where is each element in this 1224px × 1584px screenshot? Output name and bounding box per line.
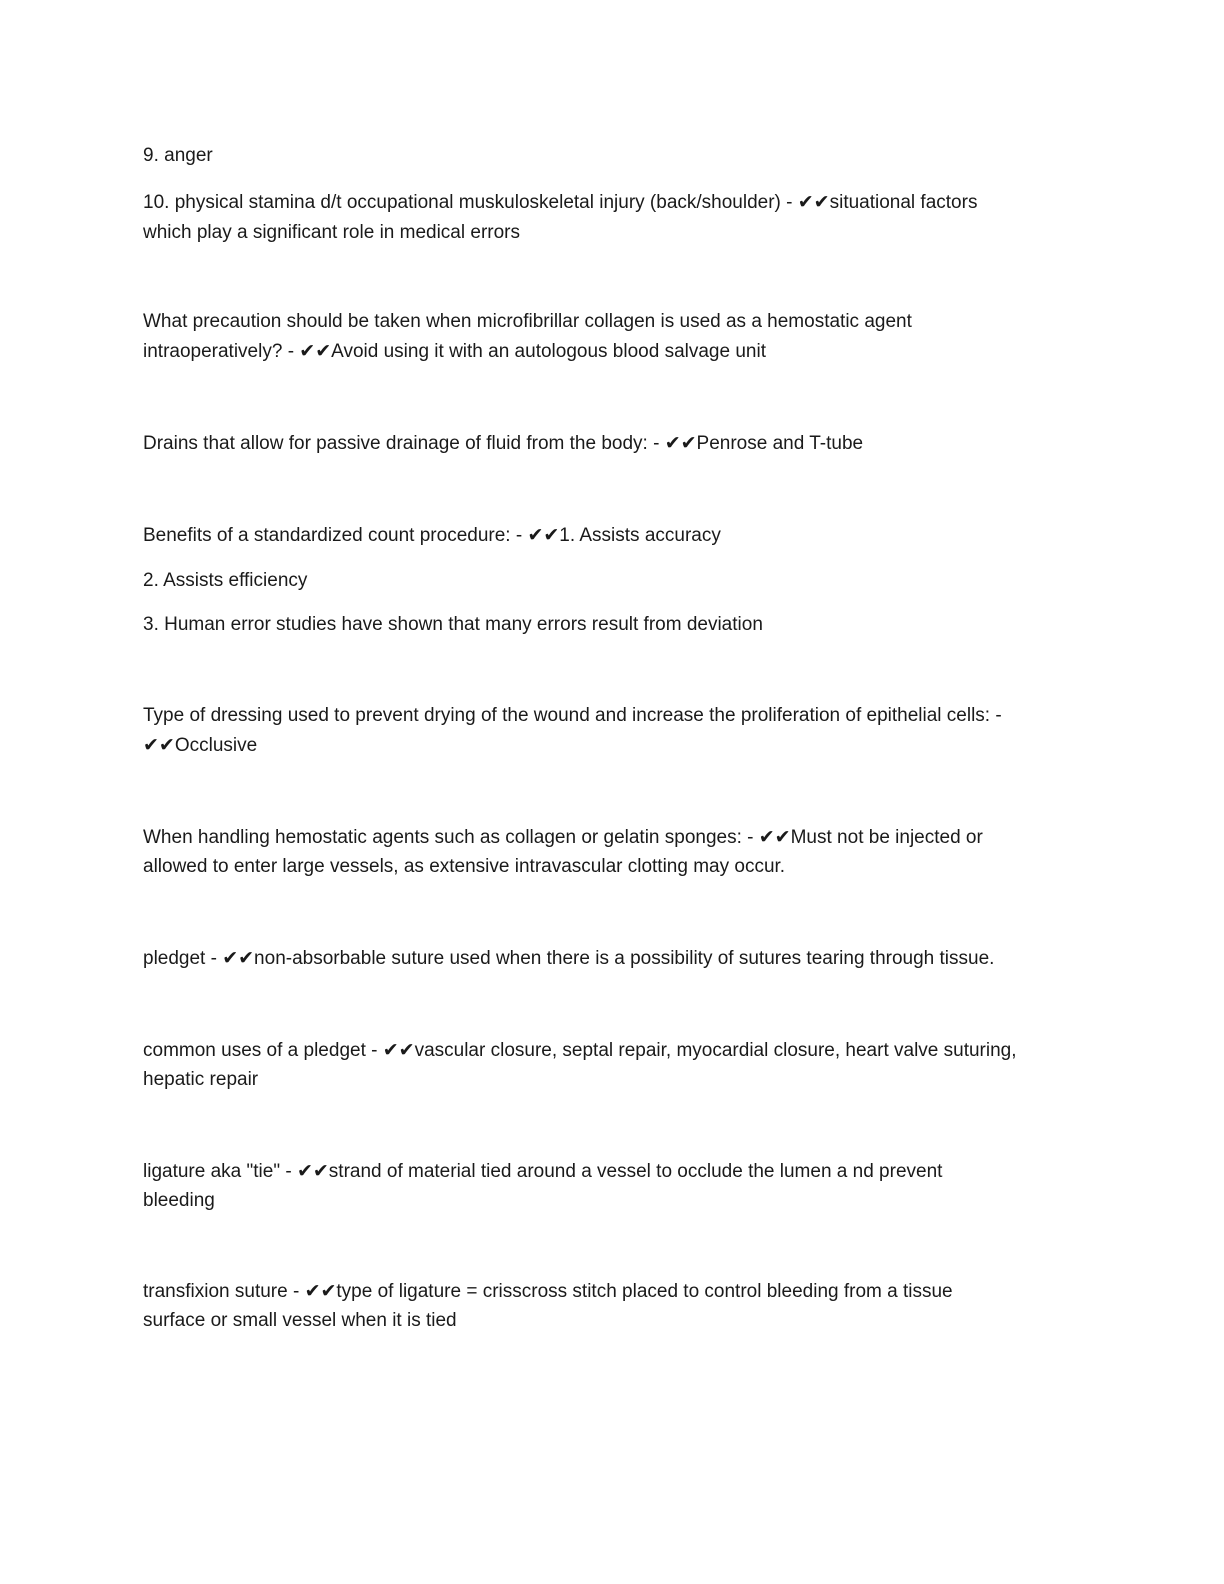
text-line-ligature: ligature aka "tie" - ✔✔strand of material tied around a vessel to occlude the lumen a nd prevent: [143, 1161, 943, 1182]
text-line-hemostatic-agents: When handling hemostatic agents such as collagen or gelatin sponges: - ✔✔Must not be injected or: [143, 827, 983, 848]
text-line-microfibrillar-question: What precaution should be taken when microfibrillar collagen is used as a hemostatic agent: [143, 311, 912, 332]
text-line-hemostatic-agents-cont: allowed to enter large vessels, as extensive intravascular clotting may occur.: [143, 856, 786, 877]
text-line-dressing-question: Type of dressing used to prevent drying of the wound and increase the proliferation of epithelial cells: -: [143, 705, 1002, 726]
text-line-physical-stamina: 10. physical stamina d/t occupational muskuloskeletal injury (back/shoulder) - ✔✔situational factors: [143, 192, 978, 213]
text-line-human-error: 3. Human error studies have shown that many errors result from deviation: [143, 614, 763, 635]
text-line-pledget-uses-cont: hepatic repair: [143, 1069, 259, 1090]
text-line-pledget-uses: common uses of a pledget - ✔✔vascular closure, septal repair, myocardial closure, heart valve suturing,: [143, 1040, 1017, 1061]
text-line-anger: 9. anger: [143, 145, 213, 166]
text-line-transfixion-cont: surface or small vessel when it is tied: [143, 1310, 457, 1331]
text-line-transfixion: transfixion suture - ✔✔type of ligature = crisscross stitch placed to control bleeding from a tissue: [143, 1281, 953, 1302]
text-line-passive-drains: Drains that allow for passive drainage of fluid from the body: - ✔✔Penrose and T-tube: [143, 433, 864, 454]
text-line-count-benefits: Benefits of a standardized count procedure: - ✔✔1. Assists accuracy: [143, 525, 721, 546]
text-line-ligature-cont: bleeding: [143, 1190, 215, 1211]
text-line-situational-factors-cont: which play a significant role in medical errors: [143, 222, 520, 243]
text-line-assists-efficiency: 2. Assists efficiency: [143, 570, 308, 591]
text-line-pledget: pledget - ✔✔non-absorbable suture used when there is a possibility of sutures tearing through tissue.: [143, 948, 995, 969]
text-line-occlusive: ✔✔Occlusive: [143, 735, 258, 756]
text-line-microfibrillar-answer: intraoperatively? - ✔✔Avoid using it with an autologous blood salvage unit: [143, 341, 766, 362]
